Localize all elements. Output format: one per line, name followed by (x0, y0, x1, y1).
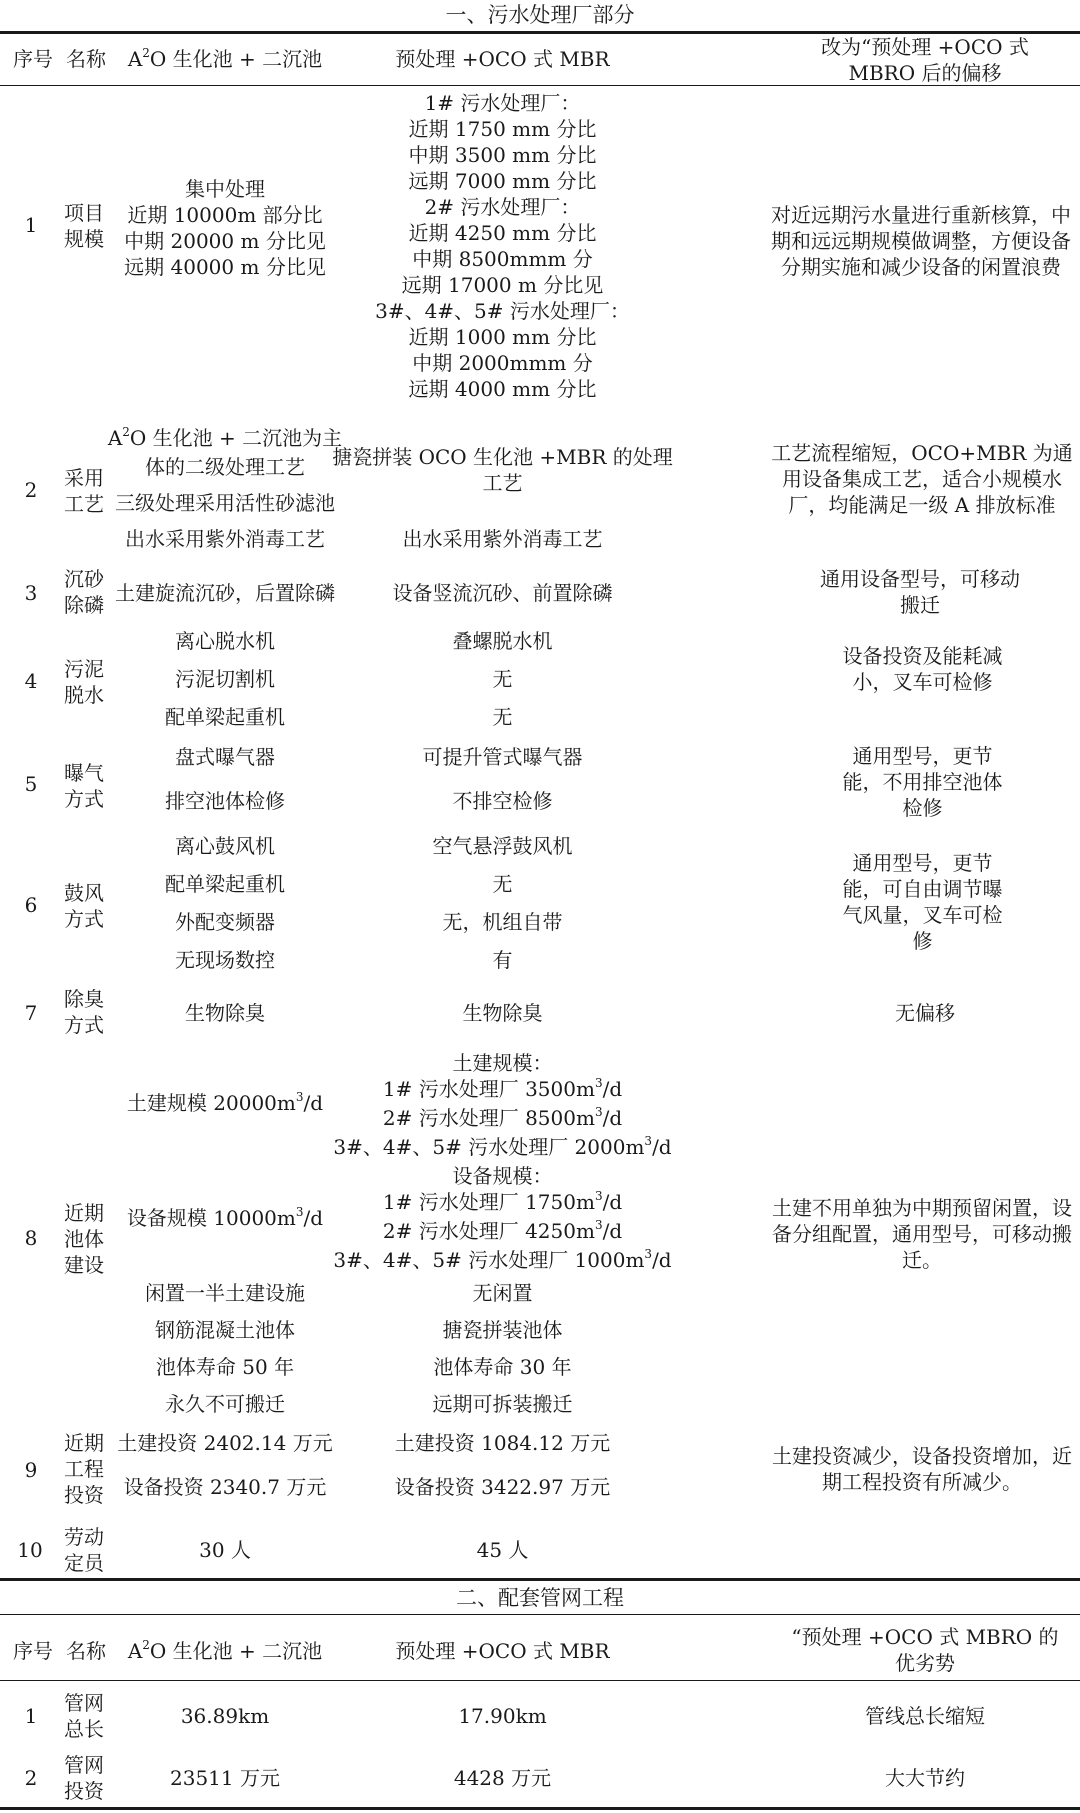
row8-no: 8 (24, 1226, 38, 1250)
row1-a: 集中处理 近期 10000m 部分比 中期 20000 m 分比见 远期 40000 m 分比见 (124, 177, 326, 279)
s2-header-name: 名称 (66, 1639, 106, 1663)
row5-name: 曝气方式 (64, 761, 104, 811)
s2-row2-no: 2 (24, 1766, 38, 1790)
s2-row1-no: 1 (24, 1704, 38, 1728)
s2-row1-name: 管网总长 (64, 1691, 104, 1741)
row8-c: 土建不用单独为中期预留闲置，设备分组配置，通用型号，可移动搬迁。 (772, 1196, 1072, 1272)
rule-section-2-top (0, 1614, 1080, 1615)
row10-no: 10 (17, 1538, 43, 1562)
s2-header-c: “预处理 +OCO 式 MBRO 的 优劣势 (791, 1625, 1059, 1675)
rule-section-1-end (0, 1578, 1080, 1581)
section-1-title: 一、污水处理厂部分 (445, 3, 635, 27)
row7-no: 7 (24, 1001, 38, 1025)
row1-b: 1# 污水处理厂： 近期 1750 mm 分比 中期 3500 mm 分比 远期 7000 mm 分比 2# 污水处理厂： 近期 4250 mm 分比 中期 8500mmm 分 远期 17000 m 分比见 3#、4#、5# 污水处理厂： 近期 1000 mm 分比 中期 2000mmm 分 远期 4000 mm 分比 (375, 91, 630, 401)
row3-name: 沉砂除磷 (64, 567, 104, 617)
row9-name: 近期工程投资 (64, 1431, 104, 1507)
row7-name: 除臭方式 (64, 987, 104, 1037)
row2-a: $A^2O$ 生化池 + 二沉池为主 体的二级处理工艺 三级处理采用活性砂滤池 出水采用紫外消毒工艺 (107, 425, 343, 551)
row8-a-rest: 闲置一半土建设施 钢筋混凝土池体 池体寿命 50 年 永久不可搬迁 (145, 1281, 305, 1416)
s2-row2-a: 23511 万元 (170, 1766, 280, 1790)
row4-a: 离心脱水机 污泥切割机 配单梁起重机 (165, 629, 285, 729)
s2-header-b: 预处理 +OCO 式 MBR (395, 1639, 610, 1663)
header-no: 序号 (13, 47, 53, 71)
row9-a: 土建投资 2402.14 万元 设备投资 2340.7 万元 (117, 1431, 333, 1499)
row10-b: 45 人 (476, 1538, 529, 1562)
s2-row1-a: 36.89km (180, 1704, 270, 1728)
rule-bottom (0, 1807, 1080, 1810)
row10-a: 30 人 (199, 1538, 251, 1562)
row6-a: 离心鼓风机 配单梁起重机 外配变频器 无现场数控 (165, 834, 285, 972)
row10-name: 劳动定员 (64, 1525, 104, 1575)
row4-c: 设备投资及能耗减小，叉车可检修 (842, 644, 1003, 694)
row1-c: 对近远期污水量进行重新核算，中期和远远期规模做调整，方便设备分期实施和减少设备的闲置浪费 (771, 203, 1071, 279)
row2-name: 采用工艺 (64, 466, 104, 516)
row1-no: 1 (24, 213, 38, 237)
row8-name: 近期池体建设 (64, 1201, 104, 1277)
row8-a-equip: 设备规模 $10000m^3/d$ (126, 1205, 324, 1230)
row5-no: 5 (24, 772, 38, 796)
section-2-title: 二、配套管网工程 (456, 1586, 624, 1610)
rule-header (0, 85, 1080, 86)
row6-no: 6 (24, 893, 38, 917)
row9-c: 土建投资减少，设备投资增加，近期工程投资有所减少。 (772, 1444, 1072, 1494)
row7-c: 无偏移 (895, 1001, 955, 1025)
row3-no: 3 (24, 581, 38, 605)
s2-header-a: $A^2O$ 生化池 + 二沉池 (127, 1638, 323, 1663)
row6-c: 通用型号，更节能，可自由调节曝气风量，叉车可检修 (842, 851, 1003, 953)
row2-c: 工艺流程缩短，OCO+MBR 为通用设备集成工艺，适合小规模水厂，均能满足一级 A 排放标准 (771, 441, 1073, 517)
row9-b: 土建投资 1084.12 万元 设备投资 3422.97 万元 (394, 1431, 611, 1499)
s2-row1-b: 17.90km (458, 1704, 547, 1728)
row8-b-equip: 设备规模： 1# 污水处理厂 $1750m^3/d$ 2# 污水处理厂 $4250m^3/d$ 3#、4#、5# 污水处理厂 $1000m^3/d$ (333, 1164, 672, 1272)
row5-a: 盘式曝气器 排空池体检修 (165, 745, 285, 813)
row2-b: 搪瓷拼装 OCO 生化池 +MBR 的处理 工艺 出水采用紫外消毒工艺 (332, 445, 673, 551)
row7-b: 生物除臭 (462, 1001, 543, 1025)
row6-b: 空气悬浮鼓风机 无 无，机组自带 有 (432, 834, 573, 972)
header-name: 名称 (66, 47, 106, 71)
rule-s2-header (0, 1680, 1080, 1681)
row4-name: 污泥脱水 (64, 657, 104, 707)
row1-name: 项目规模 (64, 201, 104, 251)
row6-name: 鼓风方式 (64, 881, 104, 931)
row8-b-rest: 无闲置 搪瓷拼装池体 池体寿命 30 年 远期可拆装搬迁 (432, 1281, 573, 1416)
row3-b: 设备竖流沉砂、前置除磷 (392, 581, 613, 605)
row3-c: 通用设备型号，可移动搬迁 (820, 567, 1020, 617)
s2-row1-c: 管线总长缩短 (865, 1704, 985, 1728)
header-c: 改为“预处理 +OCO 式 MBRO 后的偏移 (821, 35, 1029, 85)
s2-row2-name: 管网投资 (64, 1753, 104, 1803)
row3-a: 土建旋流沉砂，后置除磷 (115, 581, 335, 605)
row2-no: 2 (24, 478, 38, 502)
s2-row2-b: 4428 万元 (453, 1766, 552, 1790)
row4-no: 4 (24, 669, 38, 693)
s2-header-no: 序号 (13, 1639, 53, 1663)
row8-b-civil: 土建规模： 1# 污水处理厂 $3500m^3/d$ 2# 污水处理厂 $8500m^3/d$ 3#、4#、5# 污水处理厂 $2000m^3/d$ (333, 1051, 672, 1159)
row5-b: 可提升管式曝气器 不排空检修 (422, 745, 583, 813)
row9-no: 9 (24, 1458, 38, 1482)
row4-b: 叠螺脱水机 无 无 (452, 629, 553, 729)
header-b: 预处理 +OCO 式 MBR (395, 47, 610, 71)
s2-row2-c: 大大节约 (885, 1766, 965, 1790)
row5-c: 通用型号，更节能，不用排空池体检修 (842, 744, 1003, 820)
header-a: $A^2O$ 生化池 + 二沉池 (127, 46, 323, 71)
row7-a: 生物除臭 (185, 1001, 265, 1025)
row8-a-civil: 土建规模 $20000m^3/d$ (126, 1090, 324, 1115)
